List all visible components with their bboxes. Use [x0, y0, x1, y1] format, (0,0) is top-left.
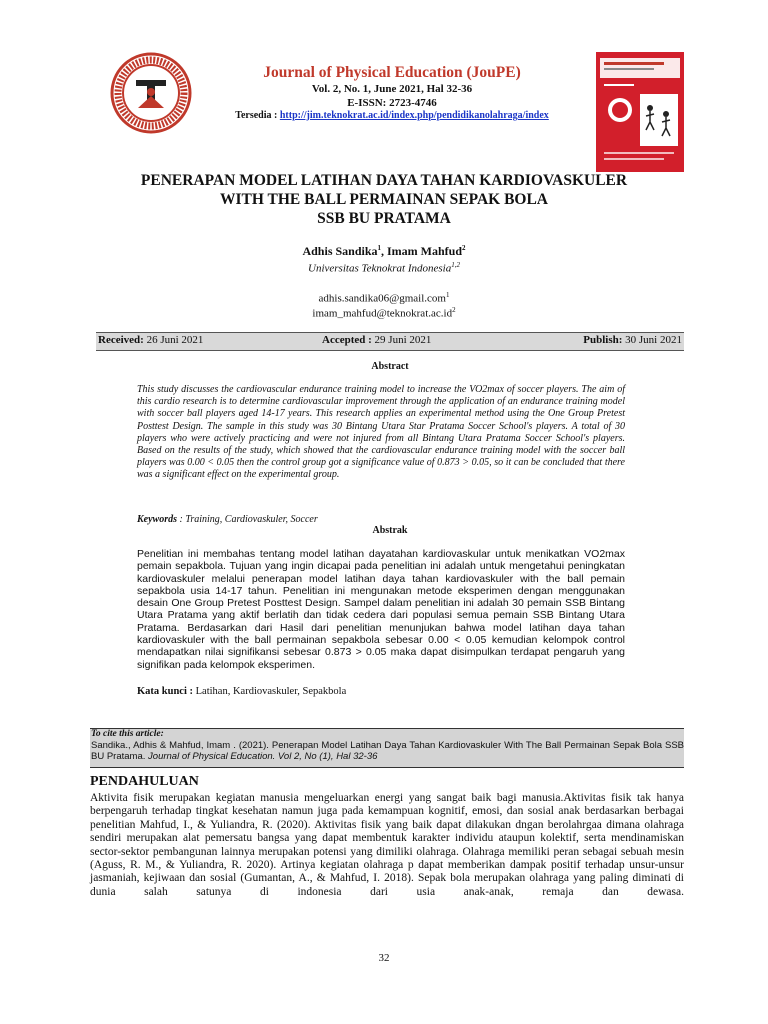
affiliation	[60, 261, 708, 275]
title-line: PENERAPAN MODEL LATIHAN DAYA TAHAN KARDIOVASKULER	[140, 172, 628, 189]
author-sup: 2	[462, 244, 466, 252]
received-date	[98, 334, 203, 346]
kata-kunci-value: Latihan, Kardiovaskuler, Sepakbola	[193, 686, 347, 697]
affiliation-name: Universitas Teknokrat Indonesia	[308, 262, 452, 275]
abstrak-text: Penelitian ini membahas tentang model latihan dayatahan kardiovaskular untuk menikatkan VO2max pemain sepakbola. Tujuan yang ingin dicapai pada penelitian ini adalah untuk mengetahui peningkatan kardiovaskuler melalui penerapan model latihan daya tahan kardiovaskuler with the ball pemain sepakbola usia 14-17 tahun. Penelitian ini mengunakan metode eksperimen dengan menggunakan desain One Group Pretest Posttest Design. Sampel dalam penelitian ini adalah 30 pemain SSB Bintang Utara Pratama yang aktif berlatih dan tidak cedera dari populasi semua pemain SSB Bintang Utara Pratama. Berdasarkan dari Hasil dari penelitian menunjukan bahwa model latihan daya tahan kardiovaskuler with the ball permainan sepakbola sebesar 0.00 < 0.05 kemudian kelompok control mendapatkan nilai signifikansi sebesar 0.873 > 0.05 maka dapat disimpulkan terdapat pengaruh yang signifikan pada kelompok eksperimen.	[137, 548, 625, 671]
keywords	[137, 514, 318, 525]
author-sup: 1	[377, 244, 382, 252]
accepted-date	[322, 334, 431, 346]
accepted-value: 29 Juni 2021	[371, 334, 432, 346]
citation-text	[90, 740, 684, 762]
citation-journal: Journal of Physical Education. Vol 2, No (1), Hal 32-36	[148, 751, 378, 762]
keywords-label: Keywords	[137, 514, 177, 525]
kata-kunci	[137, 686, 346, 697]
keywords-value: : Training, Cardiovaskuler, Soccer	[177, 514, 318, 525]
author-separator: ,	[381, 244, 388, 258]
email-text[interactable]: adhis.sandika06@gmail.com	[318, 292, 446, 305]
affiliation-sup: 1,2	[451, 261, 460, 269]
author-name: Adhis Sandika	[302, 244, 378, 258]
received-label: Received:	[98, 334, 144, 346]
email-sup: 1	[445, 291, 450, 299]
kata-kunci-label: Kata kunci :	[137, 686, 194, 697]
abstract-text: This study discusses the cardiovascular endurance training model to increase the VO2max of soccer players. The aim of this cardio research is to determine cardiovascular improvement through the application of an endurance training model with soccer ball players aged 14-17 years. This research applies an experimental method using the One Group Pretest Posttest Design. The sample in this study was 30 Bintang Utara Star Pratama Soccer School's players. A total of 30 players who were actively practicing and were not injured from all Bintang Utara Pratama Soccer School's players. Based on the results of the study, which showed that the cardiovascular endurance training model with the soccer ball players was 0.00 < 0.05 then the control group got a significance value of 0.873 > 0.05, so it can be concluded that there was a significant effect on the experimental group.	[137, 384, 625, 481]
citation-heading: To cite this article:	[91, 729, 164, 739]
abstrak-heading: Abstrak	[372, 525, 408, 536]
title-line: WITH THE BALL PERMAINAN SEPAK BOLA	[220, 191, 548, 208]
eissn-line: E-ISSN: 2723-4746	[347, 97, 437, 109]
accepted-label: Accepted :	[322, 334, 372, 346]
journal-cover	[596, 52, 684, 172]
section-heading: PENDAHULUAN	[90, 774, 199, 789]
abstract-heading: Abstract	[371, 361, 409, 372]
author-email	[60, 291, 708, 305]
journal-url-link[interactable]: http://jim.teknokrat.ac.id/index.php/pendidikanolahraga/index	[279, 110, 549, 121]
publish-label: Publish:	[583, 334, 623, 346]
received-value: 26 Juni 2021	[143, 334, 204, 346]
author-name: Imam Mahfud	[387, 244, 463, 258]
university-logo	[110, 52, 192, 134]
journal-title: Journal of Physical Education (JouPE)	[263, 64, 521, 81]
availability-line	[190, 110, 594, 121]
paper-title	[60, 171, 708, 228]
tersedia-label: Tersedia :	[235, 110, 280, 121]
publish-date	[583, 334, 682, 346]
volume-line: Vol. 2, No. 1, June 2021, Hal 32-36	[311, 83, 473, 95]
author-email	[60, 306, 708, 320]
publish-value: 30 Juni 2021	[622, 334, 682, 346]
section-body: Aktivita fisik merupakan kegiatan manusia mengeluarkan energi yang sangat baik bagi manusia.Aktivitas fisik tak hanya berpengaruh terhadap tingkat kesehatan namun juga pada kemampuan kognitif, emosi, dan sosial anak berdasarkan berbagai penelitian Mahfud, I., & Yuliandra, R. (2020). Aktivitas fisik yang baik dapat dilakukan dngan berolahrgaa dimana olahraga sendiri merupakan alat pemersatu bangsa yang dapat membentuk karakter individu ataupun kolektif, serta mendinamiskan sector-sektor pembangunan lainnya merupakan potensi yang dimiliki olahraga. Olahraga memiliki peran sebagai sebuah mesin (Aguss, R. M., & Yuliandra, R. 2020). Artinya kegiatan olahraga p dapat memberikan dampak positif terhadap unsur-unsur jasmaniah, kejiwaan dan sosial (Gumantan, A., & Mahfud, I. 2018). Sepak bola merupakan olahraga yang paling diminati di dunia salah satunya di indonesia dari usia anak-anak, remaja dan dewasa.	[90, 792, 684, 898]
authors	[60, 244, 708, 259]
citation-box	[90, 728, 684, 768]
email-text[interactable]: imam_mahfud@teknokrat.ac.id	[312, 307, 453, 320]
email-sup: 2	[452, 306, 456, 314]
page-number: 32	[378, 952, 390, 964]
dates-bar	[96, 332, 684, 351]
title-line: SSB BU PRATAMA	[317, 210, 451, 227]
citation-plain: Sandika., Adhis & Mahfud, Imam . (2021). Penerapan Model Latihan Daya Tahan Kardiovaskuler With The Ball Permainan Sepak Bola SSB BU Pratama.	[91, 740, 684, 762]
